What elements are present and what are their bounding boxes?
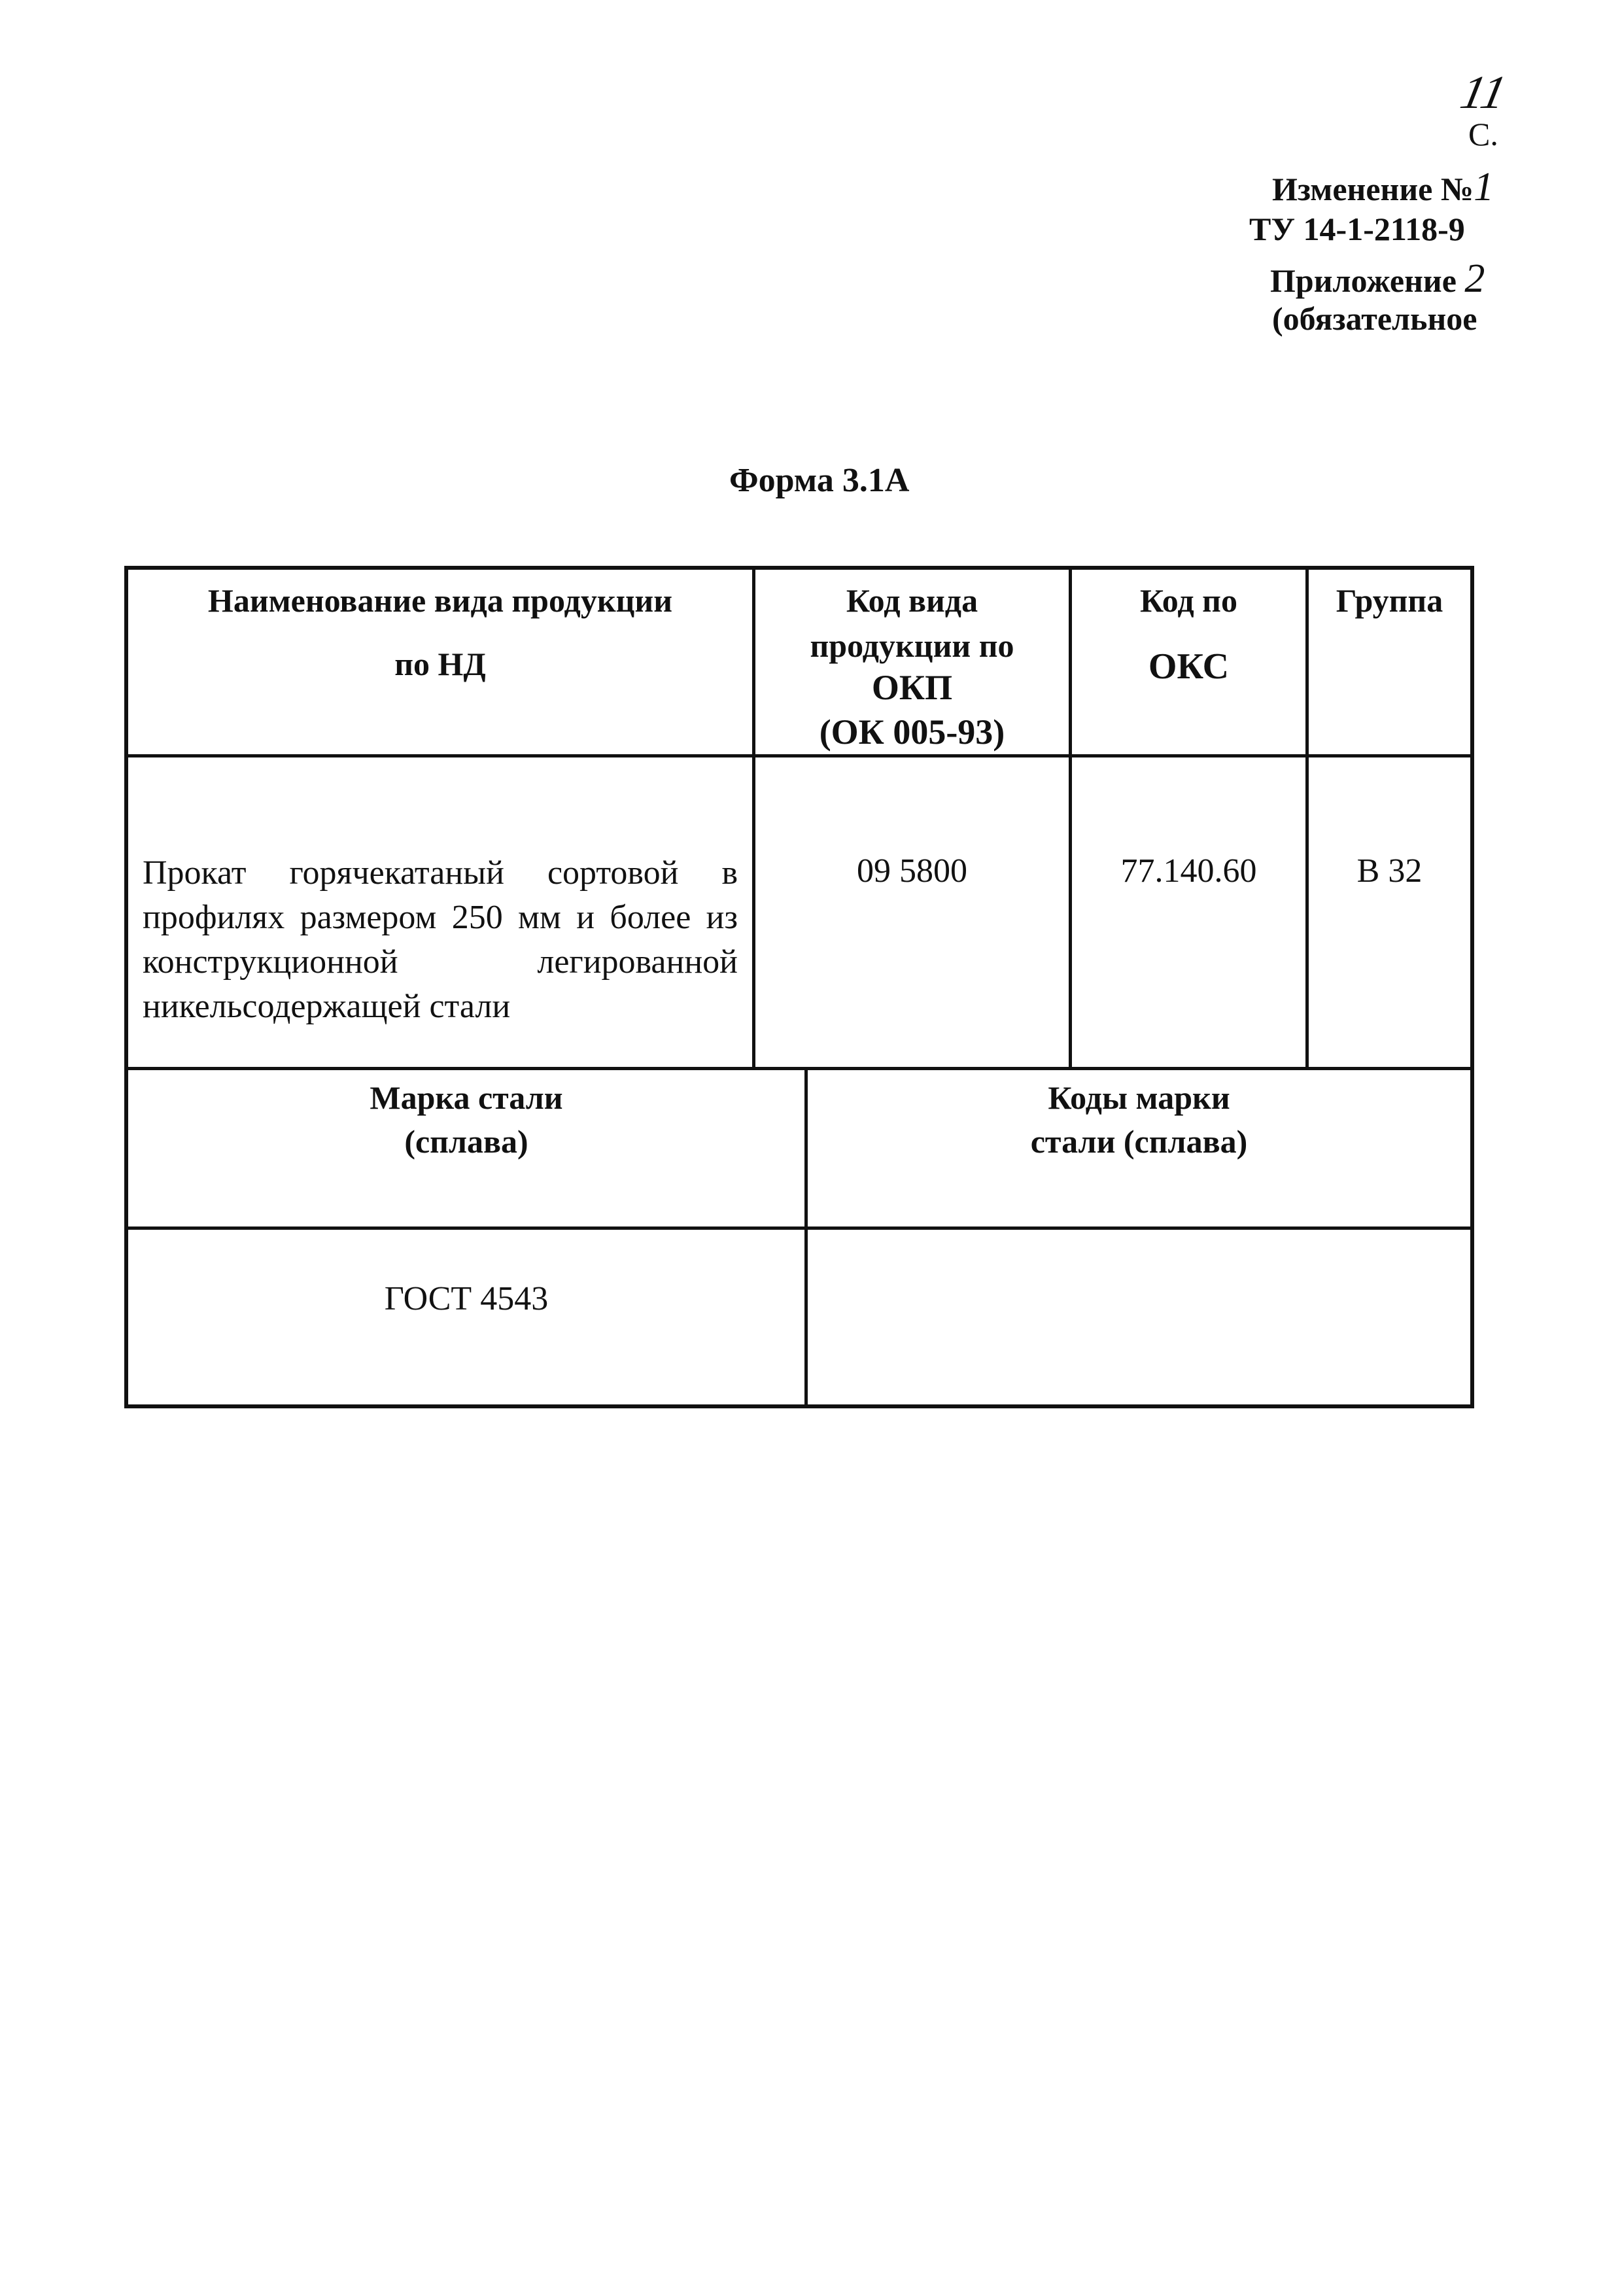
header-oks-line1: Код по xyxy=(1140,582,1237,619)
form-title: Форма 3.1А xyxy=(729,462,910,499)
handwritten-change-number: 1 xyxy=(1474,165,1494,209)
header-oks-line2: ОКС xyxy=(1148,646,1230,687)
header-group xyxy=(1309,580,1470,754)
header-oks-code xyxy=(1072,580,1305,754)
header-product-name-line2: по НД xyxy=(394,645,486,682)
page-label: С. xyxy=(1468,116,1498,152)
header-okp-line2: продукции по xyxy=(810,627,1014,664)
header-steel-grade-line1: Марка стали xyxy=(370,1079,563,1116)
row-divider-product xyxy=(128,1067,1470,1070)
header-steel-grade-line2: (сплава) xyxy=(404,1122,528,1160)
product-group: В 32 xyxy=(1356,852,1423,890)
appendix-prefix: Приложение xyxy=(1270,262,1465,299)
change-number-line xyxy=(1272,167,1494,207)
header-grade-codes-line2: стали (сплава) xyxy=(1030,1122,1248,1160)
product-oks-code: 77.140.60 xyxy=(1120,852,1257,890)
row-divider-grade-header xyxy=(128,1226,1470,1230)
appendix-line xyxy=(1270,258,1485,299)
header-okp-line3: ОКП xyxy=(871,668,953,707)
header-product-name xyxy=(128,580,752,754)
header-okp-line1: Код вида xyxy=(846,582,978,619)
classification-table xyxy=(124,566,1474,1408)
header-grade-codes-line1: Коды марки xyxy=(1048,1079,1230,1116)
handwritten-appendix-number: 2 xyxy=(1464,256,1485,301)
header-steel-grade xyxy=(128,1077,804,1226)
header-grade-codes xyxy=(808,1077,1470,1226)
header-okp-line4: (ОК 005-93) xyxy=(819,712,1005,752)
product-okp-code: 09 5800 xyxy=(857,852,967,890)
row-divider-header xyxy=(128,754,1470,757)
product-description: Прокат горячекатаный сортовой в профилях размером 250 мм и более из конструкционной легированной никельсодержащей стали xyxy=(143,854,738,1025)
obligatory-label: (обязательное xyxy=(1272,300,1477,337)
steel-grade-value: ГОСТ 4543 xyxy=(384,1280,549,1317)
handwritten-page-number: 11 xyxy=(1456,66,1511,118)
change-prefix: Изменение № xyxy=(1272,171,1474,207)
header-product-name-line1: Наименование вида продукции xyxy=(207,582,673,619)
header-group-label: Группа xyxy=(1336,582,1443,619)
tu-designation: ТУ 14-1-2118-9 xyxy=(1249,211,1465,247)
header-okp-code xyxy=(755,580,1069,754)
